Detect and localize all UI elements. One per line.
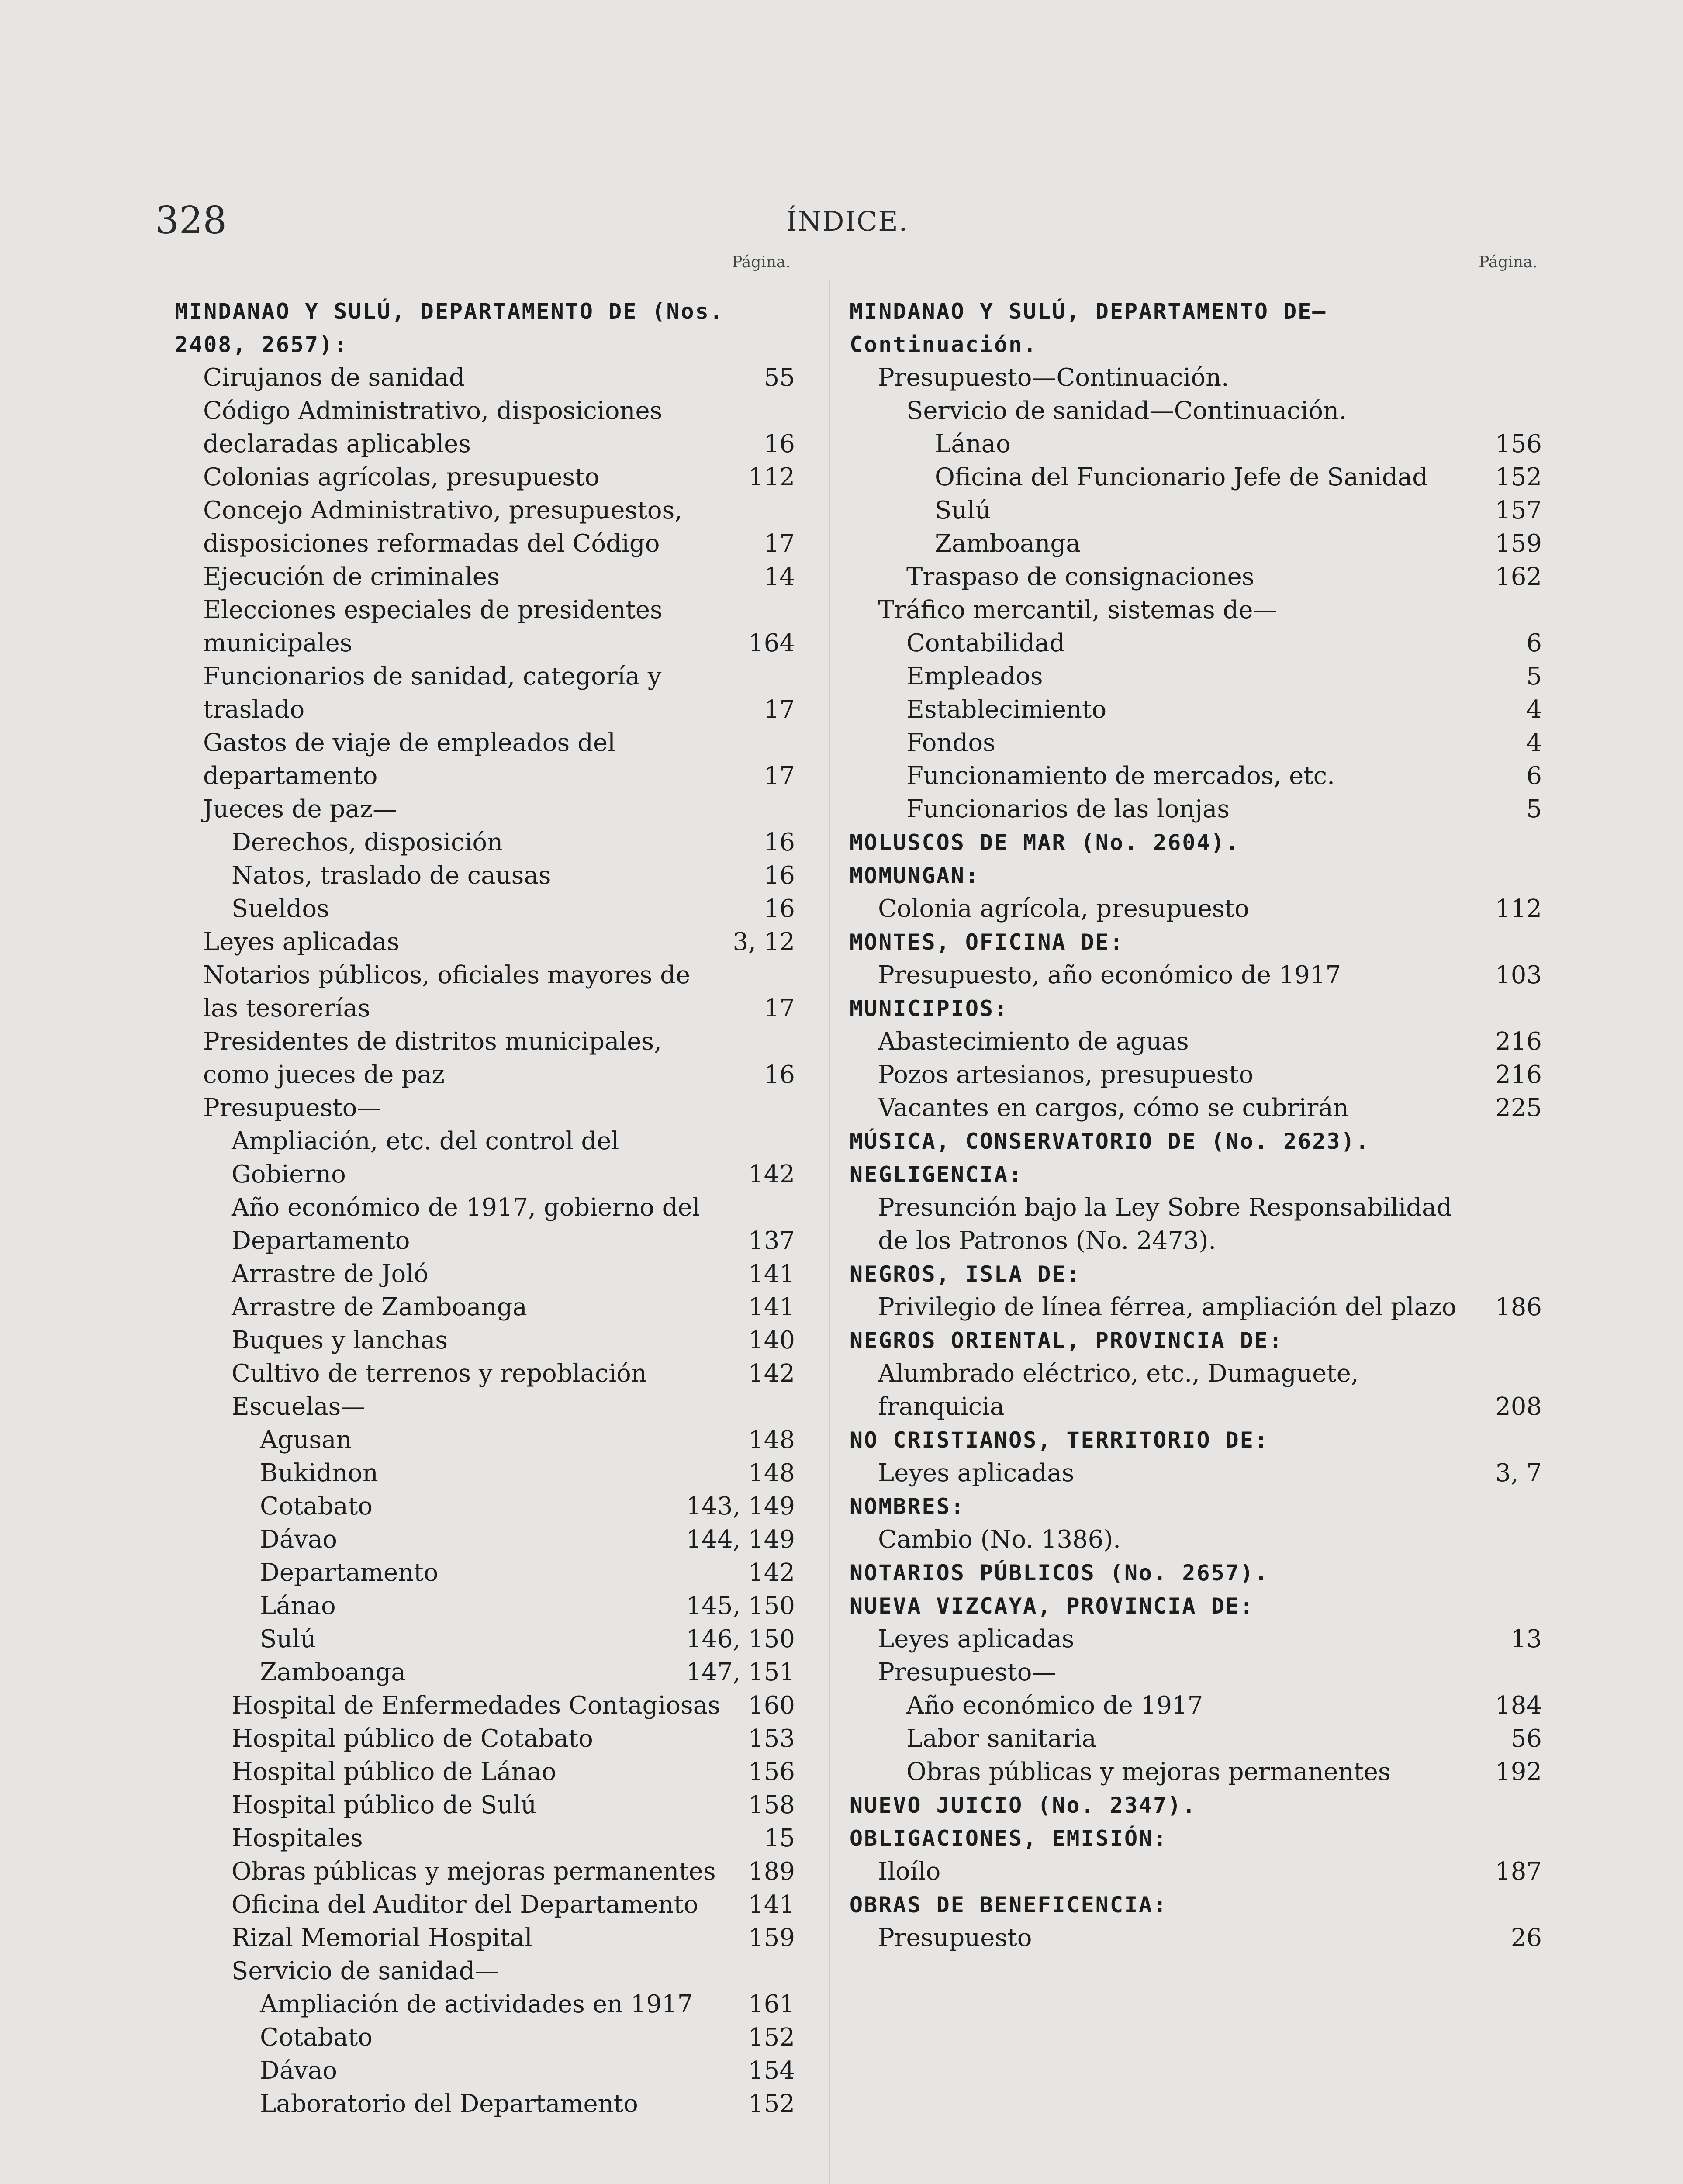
index-heading (850, 992, 1542, 1025)
entry-text: Laboratorio del Departamento (260, 2090, 638, 2118)
index-entry (850, 461, 1542, 494)
index-entry (175, 793, 795, 826)
entry-text: Colonia agrícola, presupuesto (878, 895, 1249, 923)
entry-text: Ampliación de actividades en 1917 (260, 1990, 693, 2018)
pagina-label-right: Página. (1479, 253, 1538, 271)
index-entry (175, 892, 795, 926)
left-column (175, 253, 795, 2121)
entry-text: Leyes aplicadas (203, 928, 400, 956)
entry-page-ref: 103 (1495, 961, 1542, 989)
index-entry (175, 1025, 795, 1092)
index-heading (175, 295, 795, 361)
entry-text: Obras públicas y mejoras permanentes (232, 1857, 716, 1886)
entry-text: MOMUNGAN: (850, 863, 980, 888)
entry-text: NOTARIOS PÚBLICOS (No. 2657). (850, 1560, 1269, 1586)
entry-page-ref: 15 (764, 1824, 795, 1852)
index-entry (850, 1025, 1542, 1058)
index-entry (175, 1822, 795, 1855)
entry-text: Natos, traslado de causas (232, 861, 551, 890)
index-heading (850, 1490, 1542, 1523)
entry-page-ref: 159 (1495, 529, 1542, 558)
index-entry (850, 1921, 1542, 1955)
index-entry (850, 693, 1542, 726)
index-entry (175, 1523, 795, 1556)
entry-text: Tráfico mercantil, sistemas de— (878, 596, 1278, 624)
entry-text: Leyes aplicadas (878, 1625, 1075, 1653)
entry-page-ref: 145, 150 (686, 1592, 795, 1620)
index-entry (850, 660, 1542, 693)
pagina-label-left: Página. (732, 253, 791, 271)
entry-page-ref: 112 (748, 463, 795, 491)
index-entry (175, 394, 795, 461)
index-entry (175, 1955, 795, 1988)
entry-page-ref: 161 (748, 1990, 795, 2018)
index-entry (175, 1092, 795, 1125)
entry-page-ref: 112 (1495, 895, 1542, 923)
entry-text: Abastecimiento de aguas (878, 1027, 1189, 1056)
index-entry (175, 594, 795, 660)
index-entry (175, 1357, 795, 1390)
index-entry (175, 1855, 795, 1888)
entry-text: Jueces de paz— (203, 795, 397, 823)
entry-page-ref: 14 (764, 563, 795, 591)
index-entry (175, 1988, 795, 2021)
entry-page-ref: 189 (748, 1857, 795, 1886)
entry-text: Iloílo (878, 1857, 941, 1886)
entry-page-ref: 4 (1526, 729, 1542, 757)
index-entry (850, 594, 1542, 627)
index-entry (850, 560, 1542, 594)
index-entry (850, 1291, 1542, 1324)
entry-text: Ejecución de criminales (203, 563, 500, 591)
entry-text: Notarios públicos, oficiales mayores de las tesorerías (203, 961, 691, 1023)
entry-text: Año económico de 1917 (906, 1691, 1203, 1720)
entry-text: Dávao (260, 2056, 338, 2085)
index-entry (175, 1689, 795, 1722)
entry-page-ref: 17 (764, 994, 795, 1023)
index-entry (850, 1689, 1542, 1722)
entry-text: NEGLIGENCIA: (850, 1162, 1023, 1187)
entry-text: Servicio de sanidad— (232, 1957, 499, 1985)
entry-text: MINDANAO Y SULÚ, DEPARTAMENTO DE—Continuación. (850, 299, 1327, 357)
index-entry (175, 726, 795, 793)
entry-page-ref: 152 (748, 2090, 795, 2118)
entry-page-ref: 3, 7 (1495, 1459, 1542, 1487)
entry-page-ref: 156 (748, 1758, 795, 1786)
index-entry (850, 527, 1542, 560)
entry-text: Sueldos (232, 895, 329, 923)
entry-page-ref: 17 (764, 695, 795, 724)
entry-page-ref: 154 (748, 2056, 795, 2085)
entry-page-ref: 143, 149 (686, 1492, 795, 1521)
entry-text: Obras públicas y mejoras permanentes (906, 1758, 1391, 1786)
entry-text: Presupuesto (878, 1924, 1032, 1952)
entry-page-ref: 141 (748, 1260, 795, 1288)
entry-page-ref: 6 (1526, 762, 1542, 790)
index-entry (175, 1457, 795, 1490)
entry-page-ref: 216 (1495, 1027, 1542, 1056)
entry-text: Empleados (906, 662, 1043, 691)
entry-text: Derechos, disposición (232, 828, 503, 857)
entry-page-ref: 162 (1495, 563, 1542, 591)
entry-text: NO CRISTIANOS, TERRITORIO DE: (850, 1427, 1269, 1453)
index-entry (175, 2087, 795, 2121)
entry-text: Leyes aplicadas (878, 1459, 1075, 1487)
index-entry (175, 1623, 795, 1656)
entry-text: OBLIGACIONES, EMISIÓN: (850, 1826, 1168, 1851)
index-entry (850, 494, 1542, 527)
entry-page-ref: 156 (1495, 430, 1542, 458)
entry-text: NOMBRES: (850, 1494, 965, 1519)
entry-text: Colonias agrícolas, presupuesto (203, 463, 600, 491)
index-entry (175, 1291, 795, 1324)
entry-text: Vacantes en cargos, cómo se cubrirán (878, 1094, 1349, 1122)
index-entry (175, 1556, 795, 1590)
index-entry (175, 1125, 795, 1191)
index-heading (850, 826, 1542, 859)
entry-text: Traspaso de consignaciones (906, 563, 1254, 591)
entry-page-ref: 148 (748, 1426, 795, 1454)
column-divider (829, 280, 830, 2184)
entry-page-ref: 153 (748, 1724, 795, 1753)
entry-page-ref: 192 (1495, 1758, 1542, 1786)
entry-page-ref: 5 (1526, 662, 1542, 691)
entry-text: Presupuesto— (878, 1658, 1057, 1686)
entry-page-ref: 16 (764, 1061, 795, 1089)
index-entry (175, 1258, 795, 1291)
index-entry (175, 2021, 795, 2054)
index-entry (175, 461, 795, 494)
index-heading (850, 1789, 1542, 1822)
index-entry (850, 428, 1542, 461)
entry-text: Presunción bajo la Ley Sobre Responsabilidad de los Patronos (No. 2473). (878, 1193, 1452, 1255)
entry-page-ref: 17 (764, 762, 795, 790)
index-entry (850, 627, 1542, 660)
entry-text: Labor sanitaria (906, 1724, 1096, 1753)
right-column-header (850, 253, 1542, 295)
entry-text: Código Administrativo, disposiciones declaradas aplicables (203, 397, 663, 458)
running-title: ÍNDICE. (786, 205, 909, 237)
index-entry (175, 2054, 795, 2087)
entry-text: Cirujanos de sanidad (203, 363, 465, 392)
entry-text: Buques y lanchas (232, 1326, 448, 1355)
index-entry (850, 394, 1542, 428)
index-heading (850, 295, 1542, 361)
entry-text: Lánao (260, 1592, 336, 1620)
entry-page-ref: 13 (1510, 1625, 1542, 1653)
entry-page-ref: 144, 149 (686, 1525, 795, 1554)
entry-page-ref: 216 (1495, 1061, 1542, 1089)
index-entry (850, 1755, 1542, 1789)
entry-text: Presupuesto, año económico de 1917 (878, 961, 1341, 989)
entry-text: Rizal Memorial Hospital (232, 1924, 532, 1952)
entry-text: Arrastre de Zamboanga (232, 1293, 527, 1321)
index-heading (850, 1424, 1542, 1457)
entry-text: Ampliación, etc. del control del Gobierno (232, 1127, 619, 1189)
entry-text: Año económico de 1917, gobierno del Departamento (232, 1193, 700, 1255)
entry-text: Departamento (260, 1559, 439, 1587)
entry-text: Presupuesto— (203, 1094, 382, 1122)
entry-text: Funcionarios de las lonjas (906, 795, 1230, 823)
entry-text: Zamboanga (260, 1658, 406, 1686)
index-entry (175, 1424, 795, 1457)
entry-page-ref: 164 (748, 629, 795, 657)
entry-page-ref: 148 (748, 1459, 795, 1487)
index-entry (850, 959, 1542, 992)
left-column-header (175, 253, 795, 295)
entry-page-ref: 142 (748, 1160, 795, 1189)
entry-text: NEGROS, ISLA DE: (850, 1261, 1081, 1287)
entry-page-ref: 142 (748, 1559, 795, 1587)
entry-page-ref: 16 (764, 895, 795, 923)
index-entry (850, 1092, 1542, 1125)
index-entry (175, 959, 795, 1025)
entry-text: Hospital público de Lánao (232, 1758, 556, 1786)
index-entry (175, 859, 795, 892)
entry-text: Hospital de Enfermedades Contagiosas (232, 1691, 720, 1720)
right-entry-list (850, 295, 1542, 1955)
entry-text: Arrastre de Joló (232, 1260, 429, 1288)
entry-text: Establecimiento (906, 695, 1107, 724)
entry-text: Oficina del Funcionario Jefe de Sanidad (935, 463, 1428, 491)
right-column (850, 253, 1542, 1955)
index-entry (175, 1390, 795, 1424)
index-entry (175, 1722, 795, 1755)
entry-page-ref: 141 (748, 1293, 795, 1321)
entry-page-ref: 187 (1495, 1857, 1542, 1886)
entry-text: Cambio (No. 1386). (878, 1525, 1121, 1554)
index-entry (850, 1357, 1542, 1424)
entry-page-ref: 17 (764, 529, 795, 558)
index-entry (175, 560, 795, 594)
index-entry (175, 826, 795, 859)
entry-text: Bukidnon (260, 1459, 378, 1487)
entry-text: Cultivo de terrenos y repoblación (232, 1359, 647, 1388)
entry-text: MÚSICA, CONSERVATORIO DE (No. 2623). (850, 1129, 1370, 1154)
index-entry (175, 1656, 795, 1689)
entry-page-ref: 158 (748, 1791, 795, 1819)
index-entry (850, 793, 1542, 826)
index-heading (850, 1125, 1542, 1158)
index-heading (850, 859, 1542, 892)
index-entry (850, 1058, 1542, 1092)
entry-text: Alumbrado eléctrico, etc., Dumaguete, franquicia (878, 1359, 1359, 1421)
index-entry (850, 760, 1542, 793)
entry-text: Sulú (935, 496, 991, 525)
index-heading (850, 1158, 1542, 1191)
index-heading (850, 1822, 1542, 1855)
entry-text: Agusan (260, 1426, 352, 1454)
index-entry (175, 1191, 795, 1258)
index-entry (175, 1324, 795, 1357)
index-entry (175, 361, 795, 394)
entry-text: Fondos (906, 729, 995, 757)
entry-text: Contabilidad (906, 629, 1065, 657)
index-entry (850, 1523, 1542, 1556)
index-entry (175, 660, 795, 726)
entry-page-ref: 26 (1510, 1924, 1542, 1952)
entry-page-ref: 159 (748, 1924, 795, 1952)
entry-page-ref: 152 (1495, 463, 1542, 491)
index-heading (850, 1888, 1542, 1921)
index-heading (850, 926, 1542, 959)
entry-page-ref: 3, 12 (733, 928, 795, 956)
index-entry (175, 1789, 795, 1822)
entry-page-ref: 4 (1526, 695, 1542, 724)
index-entry (850, 1722, 1542, 1755)
entry-page-ref: 208 (1495, 1393, 1542, 1421)
entry-text: NUEVO JUICIO (No. 2347). (850, 1793, 1197, 1818)
entry-page-ref: 55 (764, 363, 795, 392)
left-entry-list (175, 295, 795, 2121)
entry-text: Hospital público de Cotabato (232, 1724, 593, 1753)
entry-text: Escuelas— (232, 1393, 366, 1421)
index-entry (175, 1888, 795, 1921)
entry-text: Sulú (260, 1625, 316, 1653)
entry-page-ref: 56 (1510, 1724, 1542, 1753)
entry-page-ref: 146, 150 (686, 1625, 795, 1653)
index-heading (850, 1556, 1542, 1590)
entry-page-ref: 186 (1495, 1293, 1542, 1321)
entry-text: MOLUSCOS DE MAR (No. 2604). (850, 830, 1240, 855)
entry-text: Dávao (260, 1525, 338, 1554)
entry-text: NUEVA VIZCAYA, PROVINCIA DE: (850, 1593, 1254, 1619)
entry-page-ref: 140 (748, 1326, 795, 1355)
entry-text: Hospitales (232, 1824, 363, 1852)
entry-text: OBRAS DE BENEFICENCIA: (850, 1892, 1168, 1918)
entry-text: Cotabato (260, 1492, 373, 1521)
index-entry (850, 726, 1542, 760)
index-heading (850, 1258, 1542, 1291)
entry-page-ref: 147, 151 (686, 1658, 795, 1686)
index-entry (175, 1590, 795, 1623)
index-entry (175, 1921, 795, 1955)
entry-page-ref: 184 (1495, 1691, 1542, 1720)
entry-text: Gastos de viaje de empleados del departamento (203, 729, 615, 790)
entry-text: Hospital público de Sulú (232, 1791, 537, 1819)
entry-page-ref: 160 (748, 1691, 795, 1720)
entry-text: Zamboanga (935, 529, 1081, 558)
index-entry (850, 1623, 1542, 1656)
index-entry (850, 1656, 1542, 1689)
index-heading (850, 1324, 1542, 1357)
entry-text: Elecciones especiales de presidentes municipales (203, 596, 663, 657)
entry-text: Funcionamiento de mercados, etc. (906, 762, 1335, 790)
index-entry (175, 1755, 795, 1789)
entry-page-ref: 137 (748, 1227, 795, 1255)
entry-text: Oficina del Auditor del Departamento (232, 1890, 698, 1919)
index-heading (850, 1590, 1542, 1623)
entry-page-ref: 152 (748, 2023, 795, 2052)
index-entry (850, 1855, 1542, 1888)
entry-text: Servicio de sanidad—Continuación. (906, 397, 1347, 425)
entry-page-ref: 142 (748, 1359, 795, 1388)
entry-page-ref: 141 (748, 1890, 795, 1919)
entry-page-ref: 16 (764, 861, 795, 890)
index-entry (175, 1490, 795, 1523)
entry-text: Presidentes de distritos municipales, como jueces de paz (203, 1027, 662, 1089)
entry-text: Pozos artesianos, presupuesto (878, 1061, 1254, 1089)
entry-page-ref: 16 (764, 430, 795, 458)
index-entry (175, 494, 795, 560)
entry-text: Privilegio de línea férrea, ampliación del plazo (878, 1293, 1457, 1321)
entry-page-ref: 225 (1495, 1094, 1542, 1122)
page-number: 328 (155, 199, 227, 242)
entry-text: Lánao (935, 430, 1011, 458)
index-entry (850, 1191, 1542, 1258)
index-entry (850, 892, 1542, 926)
entry-text: Cotabato (260, 2023, 373, 2052)
entry-text: MUNICIPIOS: (850, 996, 1009, 1021)
entry-page-ref: 5 (1526, 795, 1542, 823)
index-entry (850, 1457, 1542, 1490)
index-entry (175, 926, 795, 959)
index-entry (850, 361, 1542, 394)
entry-text: MINDANAO Y SULÚ, DEPARTAMENTO DE (Nos. 2408, 2657): (175, 299, 724, 357)
entry-text: Presupuesto—Continuación. (878, 363, 1229, 392)
entry-text: MONTES, OFICINA DE: (850, 930, 1124, 955)
entry-text: NEGROS ORIENTAL, PROVINCIA DE: (850, 1328, 1284, 1353)
entry-page-ref: 6 (1526, 629, 1542, 657)
entry-page-ref: 16 (764, 828, 795, 857)
entry-text: Funcionarios de sanidad, categoría y traslado (203, 662, 662, 724)
entry-text: Concejo Administrativo, presupuestos, disposiciones reformadas del Código (203, 496, 683, 558)
entry-page-ref: 157 (1495, 496, 1542, 525)
